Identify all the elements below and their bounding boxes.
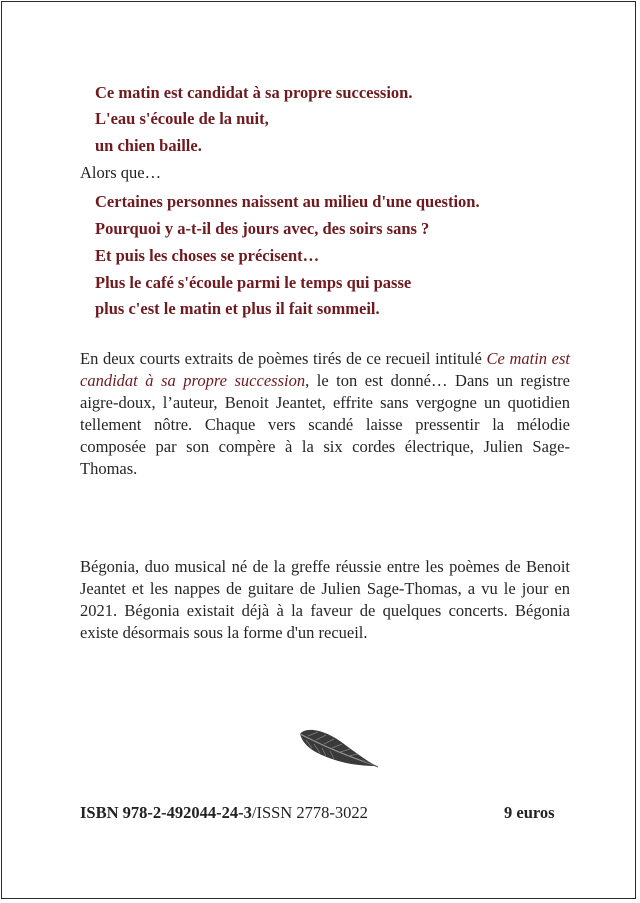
- poem-line: Et puis les choses se précisent…: [95, 246, 320, 265]
- poem-line: Pourquoi y a-t-il des jours avec, des soirs sans ?: [95, 219, 430, 238]
- back-cover-page: [1, 1, 636, 899]
- paragraph-text: En deux courts extraits de poèmes tirés de ce recueil intitulé: [80, 349, 487, 368]
- poem-line: plus c'est le matin et plus il fait sommeil.: [95, 299, 380, 318]
- price: 9 euros: [504, 803, 555, 822]
- publication-footer: [80, 803, 368, 823]
- feather-icon: [296, 724, 378, 772]
- poem-line: Plus le café s'écoule parmi le temps qui passe: [95, 273, 412, 292]
- book-title: Ce matin est candidat à sa propre succession: [80, 349, 570, 390]
- poem-line: Certaines personnes naissent au milieu d'une question.: [95, 192, 480, 211]
- paragraph-text: , le ton est donné… Dans un registre aigre-doux, l’auteur, Benoit Jeantet, effrite sans vergogne un quotidien tellement nôtre. Chaque vers scandé laisse pressentir la mélodie composée par son compère à la six cordes électrique, Julien Sage-Thomas.: [80, 371, 570, 478]
- poem-line: Ce matin est candidat à sa propre succession.: [95, 83, 413, 102]
- poem-connector: Alors que…: [80, 163, 162, 182]
- poem-line: un chien baille.: [95, 136, 202, 155]
- issn: /ISSN 2778-3022: [251, 803, 368, 822]
- isbn: ISBN 978-2-492044-24-3: [80, 803, 252, 822]
- description-paragraph-2: Bégonia, duo musical né de la greffe réussie entre les poèmes de Benoit Jeantet et les nappes de guitare de Julien Sage-Thomas, a vu le jour en 2021. Bégonia existait déjà à la faveur de quelques concerts. Bégonia existe désormais sous la forme d'un recueil.: [80, 557, 570, 642]
- poem-line: L'eau s'écoule de la nuit,: [95, 109, 269, 128]
- description-paragraph-1: [80, 348, 570, 480]
